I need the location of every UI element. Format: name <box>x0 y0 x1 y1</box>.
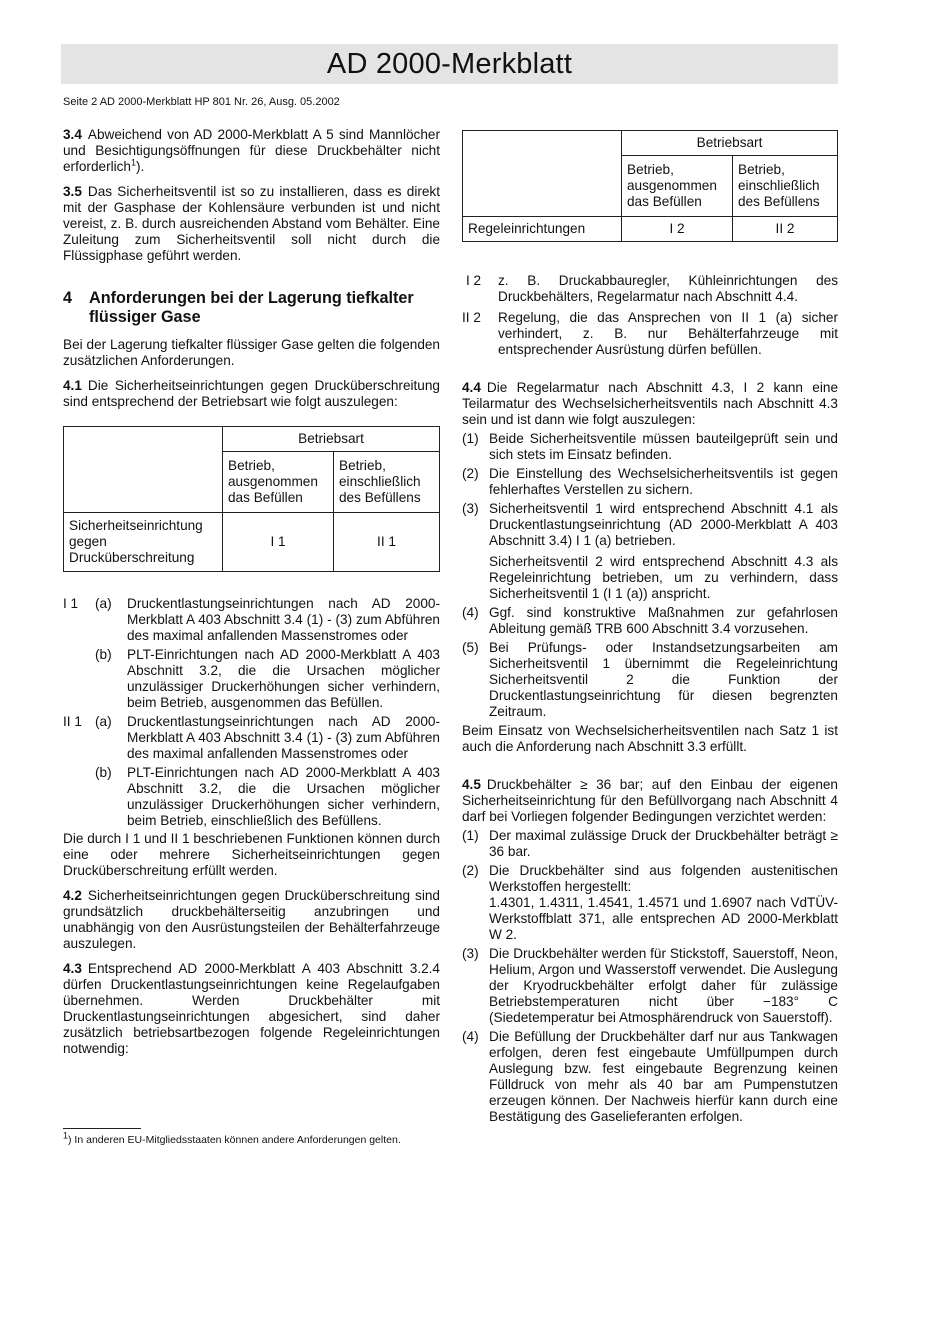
table-col-header: Betrieb, ausgenommen das Befüllen <box>622 156 733 217</box>
section-4-2: 4.2 Sicherheitseinrichtungen gegen Drucküberschreitung sind grundsätzlich druckbehälterseitig anzubringen und unabhängig von den Ausrüstungsteilen der Behälterfahrzeuge auszulegen. <box>63 888 440 951</box>
section-4-5: 4.5 Druckbehälter ≥ 36 bar; auf den Einbau der eigenen Sicherheitseinrichtung für den Befüllvorgang nach Abschnitt 4 darf bei Vorliegen folgender Bedingungen verzichtet werden: <box>462 777 838 824</box>
list-item: (2) Die Einstellung des Wechselsicherheitsventils ist gegen fehlerhaftes Verstellen zu sichern. <box>462 466 838 497</box>
section-4-4-list <box>462 431 838 720</box>
list-item: (3) Sicherheitsventil 1 wird entsprechend Abschnitt 4.1 als Druckentlastungseinrichtung (AD 2000-Merkblatt A 403 Abschnitt 3.4) I 1 (a) betrieben. Sicherheitsventil 2 wird entsprechend Abschnitt 4.3 als Regeleinrichtung betrieben, um zu verhindern, dass Sicherheitsventil 1 (I 1 (a)) anspricht. <box>462 501 838 601</box>
list-item: (1) Der maximal zulässige Druck der Druckbehälter beträgt ≥ 36 bar. <box>462 828 838 859</box>
definition-item: (b) PLT-Einrichtungen nach AD 2000-Merkblatt A 403 Abschnitt 3.2, die die Ursachen möglicher unzulässiger Druckerhöhungen sicher verhindern, beim Betrieb, ausgenommen das Befüllen. <box>95 647 440 710</box>
right-column <box>462 130 838 1125</box>
section-4-heading: 4 Anforderungen bei der Lagerung tiefkalter flüssiger Gase <box>63 289 414 326</box>
list-item: (4) Ggf. sind konstruktive Maßnahmen zur gefahrlosen Ableitung gemäß TRB 600 Abschnitt 3.4 vorzusehen. <box>462 605 838 636</box>
betriebsart-table-2 <box>462 130 838 242</box>
definition-item: II 2 Regelung, die das Ansprechen von II 1 (a) sicher verhindert, z. B. nur Behälterfahrzeuge mit entsprechender Ausrüstung dürfen befüllen. <box>462 310 838 357</box>
definition-list-left <box>63 596 440 829</box>
table-group-header: Betriebsart <box>223 427 440 452</box>
section-4-intro: Bei der Lagerung tiefkalter flüssiger Gase gelten die folgenden zusätzlichen Anforderungen. <box>63 337 440 368</box>
list-item: (4) Die Befüllung der Druckbehälter darf nur aus Tankwagen erfolgen, deren fest eingebaute Umfüllpumpen durch Auslegung bzw. fest eingebaute Begrenzung keinen Fülldruck von mehr als 40 bar am Pumpenstutzen erzeugen können. Der Nachweis hierfür kann durch eine Bestätigung des Gaselieferanten erfolgen. <box>462 1029 838 1124</box>
table-cell: II 1 <box>334 513 440 572</box>
definitions-summary: Die durch I 1 und II 1 beschriebenen Funktionen können durch eine oder mehrere Sicherheitseinrichtungen gegen Drucküberschreitung erfüllt werden. <box>63 831 440 878</box>
table-col-header: Betrieb, einschließlich des Befüllens <box>733 156 838 217</box>
left-column <box>63 127 440 1057</box>
table-cell: I 1 <box>223 513 334 572</box>
list-item: (2) Die Druckbehälter sind aus folgenden austenitischen Werkstoffen hergestellt: 1.4301, 1.4311, 1.4541, 1.4571 und 1.6907 nach VdTÜV-Werkstoffblatt 371, alle entsprechen AD 2000-Merkblatt W 2. <box>462 863 838 942</box>
section-4-4: 4.4 Die Regelarmatur nach Abschnitt 4.3, I 2 kann eine Teilarmatur des Wechselsicherheitsventils nach Abschnitt 4.3 sein und ist dann wie folgt auszulegen: <box>462 380 838 427</box>
table-row-label: Sicherheitseinrichtung gegen Drucküberschreitung <box>64 513 223 572</box>
footnote-divider <box>63 1128 141 1129</box>
table-row-label: Regeleinrichtungen <box>463 217 622 242</box>
table-cell: I 2 <box>622 217 733 242</box>
table-empty-corner <box>463 131 622 217</box>
table-group-header: Betriebsart <box>622 131 838 156</box>
betriebsart-table-1 <box>63 426 440 572</box>
definition-item: II 1 (a) Druckentlastungseinrichtungen nach AD 2000-Merkblatt A 403 Abschnitt 3.4 (1) - (3) zum Abführen des maximal anfallenden Massenstromes oder <box>63 714 440 761</box>
section-3-5: 3.5 Das Sicherheitsventil ist so zu installieren, dass es direkt mit der Gasphase der Kohlensäure verbunden ist und nicht vereist, z. B. durch ausreichenden Abstand vom Behälter. Eine Zuleitung zum Sicherheitsventil soll nicht durch die Flüssigphase geführt werden. <box>63 184 440 263</box>
table-col-header: Betrieb, einschließlich des Befüllens <box>334 452 440 513</box>
list-item: (5) Bei Prüfungs- oder Instandsetzungsarbeiten am Sicherheitsventil 1 übernimmt die Regeleinrichtung Sicherheitsventil 2 die Funktion der Druckentlastungseinrichtung für diesen begrenzten Zeitraum. <box>462 640 838 719</box>
section-3-4: 3.4 Abweichend von AD 2000-Merkblatt A 5 sind Mannlöcher und Besichtigungsöffnungen für diese Druckbehälter nicht erforderlich$^1$). <box>63 127 440 174</box>
table-empty-corner <box>64 427 223 513</box>
footnote: $^1$) In anderen EU-Mitgliedsstaaten können andere Anforderungen gelten. <box>63 1130 401 1146</box>
table-cell: II 2 <box>733 217 838 242</box>
list-item: (3) Die Druckbehälter werden für Stickstoff, Sauerstoff, Neon, Helium, Argon und Wasserstoff verwendet. Die Auslegung der Kryodruckbehälter erfolgt daher für zulässige Betriebstemperaturen nicht über −183° C (Siedetemperatur bei Atmosphärendruck von Sauerstoff). <box>462 946 838 1025</box>
section-4-4-closing: Beim Einsatz von Wechselsicherheitsventilen nach Satz 1 ist auch die Anforderung nach Abschnitt 3.3 erfüllt. <box>462 723 838 754</box>
table-col-header: Betrieb, ausgenommen das Befüllen <box>223 452 334 513</box>
document-banner-title: AD 2000-Merkblatt <box>61 44 838 84</box>
section-4-5-list <box>462 828 838 1125</box>
definition-item: I 2 z. B. Druckabbauregler, Kühleinrichtungen des Druckbehälters, Regelarmatur nach Abschnitt 4.4. <box>466 273 838 304</box>
footnote-ref: 1 <box>131 157 137 168</box>
list-item: (1) Beide Sicherheitsventile müssen bauteilgeprüft sein und sich stets im Einsatz befinden. <box>462 431 838 462</box>
definition-list-right <box>462 273 838 358</box>
section-4-3: 4.3 Entsprechend AD 2000-Merkblatt A 403 Abschnitt 3.2.4 dürfen Druckentlastungseinrichtungen keine Regelaufgaben übernehmen. Werden Druckbehälter mit Druckentlastungseinrichtungen abgesichert, sind daher zusätzlich betriebsartbezogen folgende Regeleinrichtungen notwendig: <box>63 961 440 1056</box>
definition-item: I 1 (a) Druckentlastungseinrichtungen nach AD 2000-Merkblatt A 403 Abschnitt 3.4 (1) - (3) zum Abführen des maximal anfallenden Massenstromes oder <box>63 596 440 643</box>
page-subheading: Seite 2 AD 2000-Merkblatt HP 801 Nr. 26, Ausg. 05.2002 <box>63 96 340 108</box>
definition-item: (b) PLT-Einrichtungen nach AD 2000-Merkblatt A 403 Abschnitt 3.2, die die Ursachen möglicher unzulässiger Druckerhöhungen sicher verhindern, beim Betrieb, einschließlich des Befüllens. <box>95 765 440 828</box>
section-4-1: 4.1 Die Sicherheitseinrichtungen gegen Drucküberschreitung sind entsprechend der Betriebsart wie folgt auszulegen: <box>63 378 440 409</box>
